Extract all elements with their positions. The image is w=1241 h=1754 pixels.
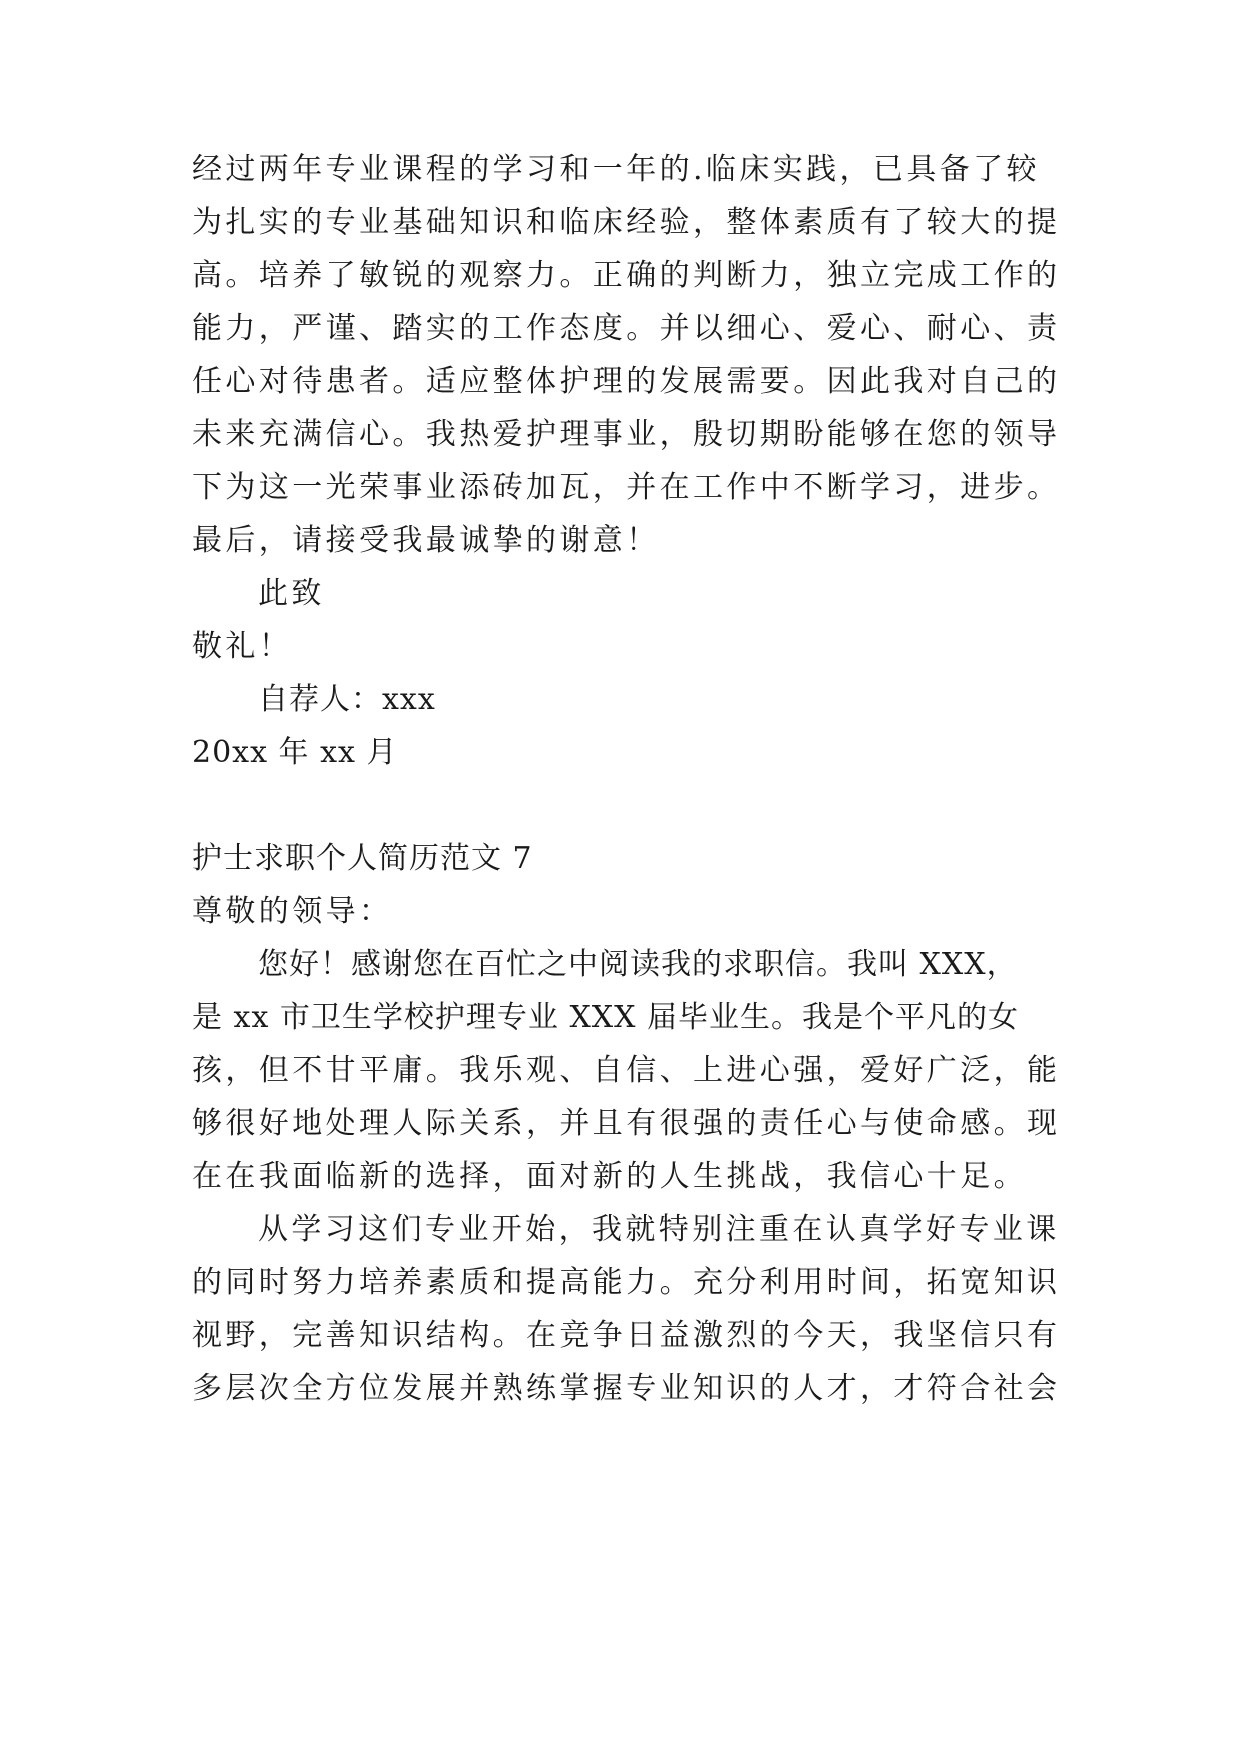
salutation-end: 敬礼！ — [192, 629, 293, 664]
paragraph-line: 高。培养了敏锐的观察力。正确的判断力，独立完成工作的 — [192, 258, 1061, 293]
greeting: 尊敬的领导： — [192, 894, 393, 929]
paragraph-line: 能力，严谨、踏实的工作态度。并以细心、爱心、耐心、责 — [192, 311, 1061, 346]
paragraph-line: 够很好地处理人际关系，并且有很强的责任心与使命感。现 — [192, 1106, 1061, 1141]
paragraph-line: 最后，请接受我最诚挚的谢意！ — [192, 523, 660, 558]
paragraph-line: 您好！感谢您在百忙之中阅读我的求职信。我叫 XXX， — [258, 947, 1018, 982]
paragraph-line: 未来充满信心。我热爱护理事业，殷切期盼能够在您的领导 — [192, 417, 1061, 452]
paragraph-line: 视野，完善知识结构。在竞争日益激烈的今天，我坚信只有 — [192, 1318, 1061, 1353]
date: 20xx 年 xx 月 — [192, 735, 398, 770]
paragraph-line: 任心对待患者。适应整体护理的发展需要。因此我对自己的 — [192, 364, 1061, 399]
paragraph-line: 是 xx 市卫生学校护理专业 XXX 届毕业生。我是个平凡的女 — [192, 1000, 1020, 1035]
paragraph-line: 为扎实的专业基础知识和临床经验，整体素质有了较大的提 — [192, 205, 1061, 240]
paragraph-line: 经过两年专业课程的学习和一年的.临床实践，已具备了较 — [192, 152, 1040, 187]
paragraph-line: 的同时努力培养素质和提高能力。充分利用时间，拓宽知识 — [192, 1265, 1061, 1300]
paragraph-line: 在在我面临新的选择，面对新的人生挑战，我信心十足。 — [192, 1159, 1027, 1194]
signature: 自荐人：xxx — [258, 682, 436, 717]
paragraph-line: 多层次全方位发展并熟练掌握专业知识的人才，才符合社会 — [192, 1371, 1061, 1406]
paragraph-line: 下为这一光荣事业添砖加瓦，并在工作中不断学习，进步。 — [192, 470, 1061, 505]
paragraph-line: 孩，但不甘平庸。我乐观、自信、上进心强，爱好广泛，能 — [192, 1053, 1061, 1088]
closing-text: 此致 — [258, 576, 325, 611]
section-title: 护士求职个人简历范文 7 — [192, 841, 533, 876]
paragraph-line: 从学习这们专业开始，我就特别注重在认真学好专业课 — [258, 1212, 1060, 1247]
